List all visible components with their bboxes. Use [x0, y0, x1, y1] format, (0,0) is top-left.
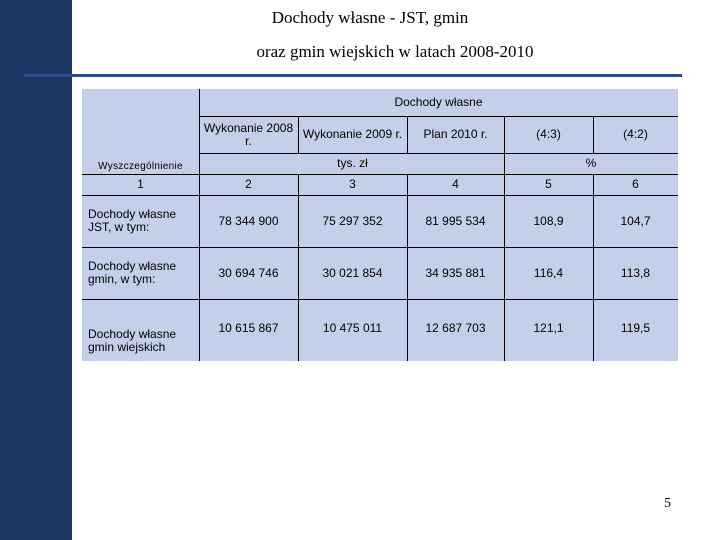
table-cell: 78 344 900 — [218, 213, 279, 228]
table-cell: 108,9 — [533, 213, 564, 228]
col-header-2008: Wykonanie 2008 r. — [203, 120, 294, 148]
table-cell: 30 021 854 — [322, 265, 383, 280]
grid-line — [82, 299, 678, 300]
table-cell: 116,4 — [533, 265, 564, 280]
slide-title-line2: oraz gmin wiejskich w latach 2008-2010 — [256, 42, 534, 61]
table-cell: 10 475 011 — [322, 320, 383, 335]
left-sidebar-bar — [0, 0, 72, 540]
col-header-2009: Wykonanie 2009 r. — [302, 127, 403, 141]
table-cell: 81 995 534 — [425, 213, 486, 228]
row-label-gmin: Dochody własne gmin, w tym: — [88, 259, 177, 286]
row-label-jst: Dochody własne JST, w tym: — [88, 207, 177, 234]
col-number: 2 — [245, 177, 252, 191]
table-cell: 75 297 352 — [322, 213, 383, 228]
table-cell: 30 694 746 — [218, 265, 279, 280]
row-label-gmin-wiejskich: Dochody własne gmin wiejskich — [88, 327, 177, 354]
group-header: Dochody własne — [394, 95, 483, 109]
col-number: 6 — [632, 177, 639, 191]
col-header-ratio-4-2: (4:2) — [623, 127, 648, 141]
table-cell: 34 935 881 — [425, 265, 486, 280]
col-number: 1 — [137, 177, 144, 191]
table-cell: 121,1 — [533, 320, 564, 335]
unit-percent: % — [585, 156, 597, 170]
table-cell: 119,5 — [620, 320, 651, 335]
unit-tys: tys. zł — [337, 156, 368, 170]
income-table — [82, 89, 678, 361]
title-divider — [24, 74, 682, 77]
page-number: 5 — [664, 496, 671, 511]
table-cell: 12 687 703 — [425, 320, 486, 335]
table-cell: 10 615 867 — [218, 320, 279, 335]
row-header-label: Wyszczególnienie — [98, 160, 183, 172]
col-number: 5 — [545, 177, 552, 191]
table-cell: 104,7 — [620, 213, 651, 228]
col-number: 4 — [452, 177, 459, 191]
col-header-ratio-4-3: (4:3) — [536, 127, 561, 141]
slide-title-line1: Dochody własne - JST, gmin — [271, 8, 469, 27]
col-number: 3 — [349, 177, 356, 191]
table-cell: 113,8 — [620, 265, 651, 280]
col-header-plan-2010: Plan 2010 r. — [423, 127, 488, 141]
